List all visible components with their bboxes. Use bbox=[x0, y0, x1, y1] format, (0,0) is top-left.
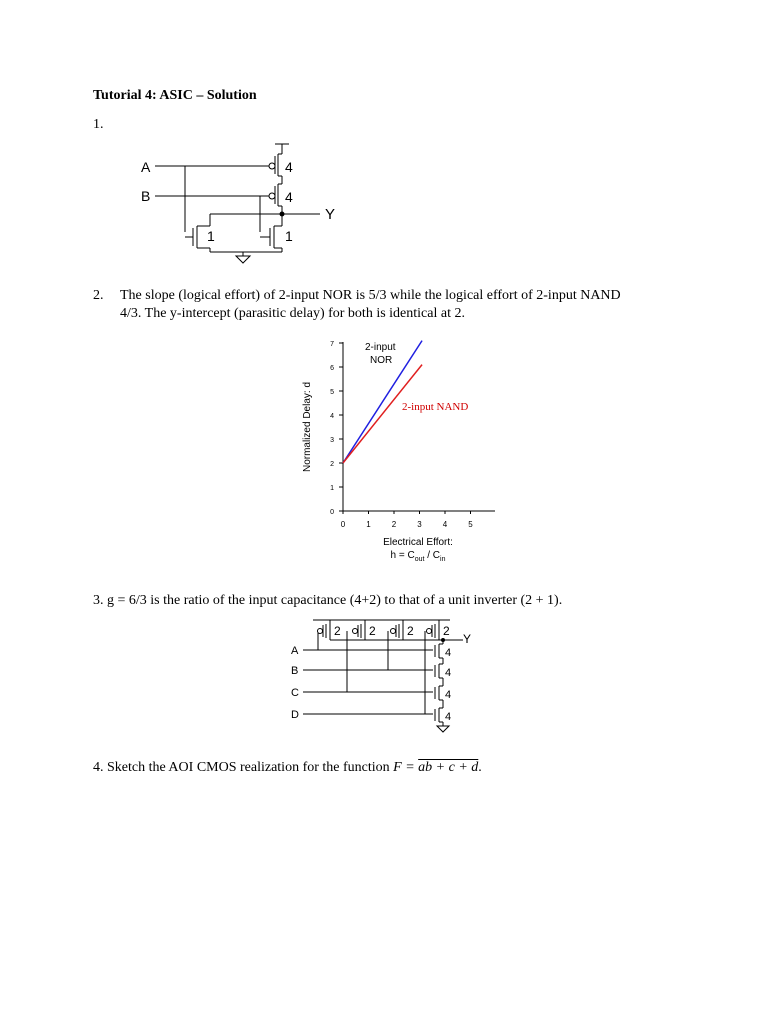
y-tick-label: 4 bbox=[330, 413, 334, 420]
x-tick-label: 1 bbox=[366, 520, 371, 529]
q3-text: 3. g = 6/3 is the ratio of the input capacitance (4+2) to that of a unit inverter (2 + 1). bbox=[93, 593, 563, 608]
q2-number: 2. bbox=[93, 288, 104, 303]
input-a-label-q3: A bbox=[291, 645, 299, 657]
y-tick-label: 5 bbox=[330, 389, 334, 396]
q4-suffix: . bbox=[478, 760, 482, 775]
pmos-size-2: 2 bbox=[369, 624, 376, 638]
y-tick-label: 1 bbox=[330, 485, 334, 492]
input-b-label: B bbox=[141, 188, 151, 204]
nmos-size-1: 4 bbox=[445, 647, 452, 659]
pmos-size-1: 2 bbox=[334, 624, 341, 638]
series-line-nand bbox=[343, 365, 422, 463]
nor-gate-schematic bbox=[135, 140, 355, 270]
q1-number: 1. bbox=[93, 117, 104, 132]
q2-line-2: 4/3. The y-intercept (parasitic delay) for both is identical at 2. bbox=[120, 306, 465, 321]
x-axis-label-line-2: $h = C_{out} / C_{in}$ bbox=[390, 550, 446, 563]
y-tick-label: 0 bbox=[330, 509, 334, 516]
q4-prefix: 4. Sketch the AOI CMOS realization for the function bbox=[93, 760, 394, 775]
input-c-label-q3: C bbox=[291, 687, 299, 699]
q4-lhs: F = bbox=[393, 760, 419, 775]
nmos-left-size: 1 bbox=[207, 228, 215, 244]
x-tick-label: 2 bbox=[391, 520, 397, 529]
q4-expression: ab + c + d bbox=[418, 760, 479, 775]
legend-nor-line-2: NOR bbox=[370, 355, 393, 366]
nmos-size-4: 4 bbox=[445, 711, 452, 723]
x-tick-label: 0 bbox=[340, 520, 346, 529]
pmos-bottom-size: 4 bbox=[285, 189, 293, 205]
delay-vs-effort-chart bbox=[295, 330, 510, 570]
input-b-label-q3: B bbox=[291, 665, 299, 677]
pmos-top-size: 4 bbox=[285, 159, 293, 175]
pmos-size-4: 2 bbox=[443, 624, 450, 638]
y-tick-label: 7 bbox=[330, 341, 334, 348]
x-tick-label: 5 bbox=[468, 520, 473, 529]
x-tick-label: 4 bbox=[442, 520, 448, 529]
y-axis-label: Normalized Delay: d bbox=[302, 381, 313, 473]
nmos-right-size: 1 bbox=[285, 228, 293, 244]
nand4-gate-schematic bbox=[285, 614, 485, 740]
y-tick-label: 2 bbox=[330, 461, 334, 468]
input-d-label-q3: D bbox=[291, 709, 299, 721]
y-tick-label: 3 bbox=[330, 437, 334, 444]
legend-nand: 2-input NAND bbox=[402, 401, 469, 413]
q4-text bbox=[93, 759, 482, 777]
output-y-label-q3: Y bbox=[463, 632, 472, 646]
q2-line-1: The slope (logical effort) of 2-input NOR is 5/3 while the logical effort of 2-input NAND bbox=[120, 288, 621, 303]
nmos-size-2: 4 bbox=[445, 667, 452, 679]
x-tick-label: 3 bbox=[417, 520, 422, 529]
legend-nor-line-1: 2-input bbox=[365, 342, 396, 353]
y-tick-label: 6 bbox=[330, 365, 334, 372]
input-a-label: A bbox=[141, 159, 151, 175]
output-y-label: Y bbox=[325, 206, 336, 223]
x-axis-label-line-1: Electrical Effort: bbox=[383, 537, 453, 548]
document-title: Tutorial 4: ASIC – Solution bbox=[93, 88, 257, 103]
nmos-size-3: 4 bbox=[445, 689, 452, 701]
pmos-size-3: 2 bbox=[407, 624, 414, 638]
